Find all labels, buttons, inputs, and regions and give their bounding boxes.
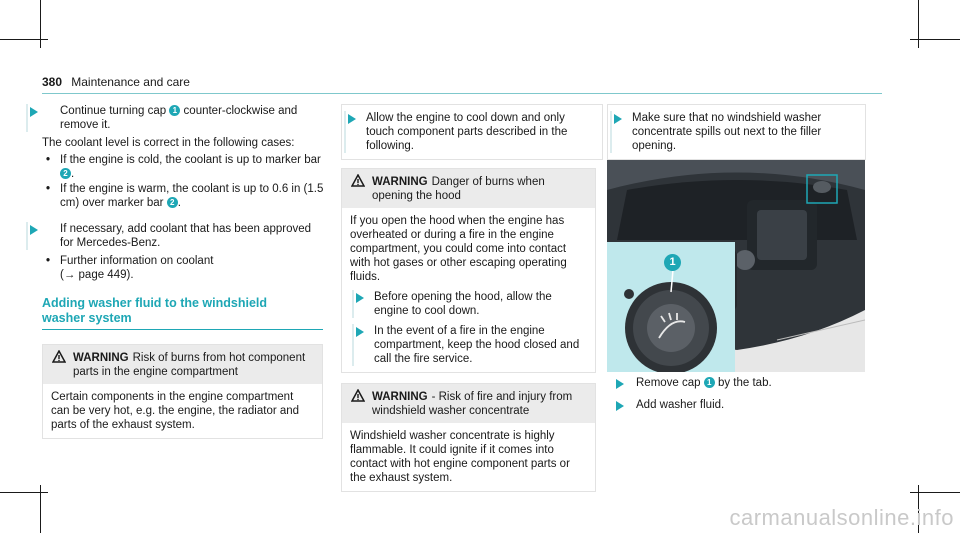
instruction-step: In the event of a fire in the engine compartment, keep the hood closed and call the fire service.	[350, 324, 587, 366]
column-1	[0, 104, 325, 439]
crop-mark	[918, 0, 919, 48]
callout-badge: 1	[704, 377, 715, 388]
section-title: Adding washer fluid to the windshield washer system	[42, 296, 267, 325]
callout-badge: 1	[664, 254, 681, 271]
column-3	[580, 104, 880, 160]
warning-triangle-icon	[351, 389, 365, 406]
section-rule	[42, 329, 323, 330]
crop-mark	[40, 0, 41, 48]
instruction-step: Allow the engine to cool down and only touch component parts described in the following.	[341, 104, 603, 160]
play-triangle-icon	[616, 379, 624, 389]
callout-badge: 1	[169, 105, 180, 116]
warning-heading: - Risk of fire and injury from windshield washer concentrate	[372, 391, 573, 417]
warning-triangle-icon	[351, 174, 365, 191]
washer-cap-inset	[607, 242, 735, 372]
column-3-lower	[580, 376, 880, 416]
crop-mark	[0, 492, 48, 493]
list-item: • If the engine is warm, the coolant is up to 0.6 in (1.5 cm) over marker bar 2 .	[46, 183, 324, 209]
warning-body: If you open the hood when the engine has overheated or during a fire in the engine compartment, you could come into contact with hot gases or other escaping operating fluids.	[350, 215, 567, 283]
warning-box	[42, 344, 323, 439]
warning-header	[342, 169, 595, 208]
page-number: 380	[42, 75, 63, 89]
header-rule	[42, 93, 882, 94]
crop-mark	[910, 39, 960, 40]
chapter-title: Maintenance and care	[71, 75, 190, 89]
play-triangle-icon	[30, 107, 38, 117]
play-triangle-icon	[614, 114, 622, 124]
callout-badge: 2	[167, 197, 178, 208]
play-triangle-icon	[616, 401, 624, 411]
warning-heading: Danger of burns when opening the hood	[372, 176, 545, 202]
list-item: • If the engine is cold, the coolant is up to marker bar 2 .	[46, 154, 321, 180]
warning-label: WARNING	[372, 176, 428, 188]
body-paragraph: The coolant level is correct in the following cases:	[42, 137, 295, 149]
warning-header	[43, 345, 322, 384]
instruction-step: Continue turning cap 1 counter-clockwise and remove it.	[0, 104, 325, 132]
warning-body: Windshield washer concentrate is highly flammable. It could ignite if it comes into contact with hot engine component parts or the exhaust system.	[350, 430, 570, 484]
play-triangle-icon	[348, 114, 356, 124]
instruction-step: Make sure that no windshield washer concentrate spills out next to the filler opening.	[607, 104, 866, 160]
warning-heading: Risk of burns from hot component parts in the engine compartment	[73, 352, 306, 378]
warning-box	[341, 168, 596, 373]
warning-triangle-icon	[52, 350, 66, 367]
warning-label: WARNING	[73, 352, 129, 364]
warning-body: Certain components in the engine compartment can be very hot, e.g. the engine, the radiator and parts of the exhaust system.	[51, 391, 300, 431]
callout-badge: 2	[60, 168, 71, 179]
warning-box	[341, 383, 596, 492]
crop-mark	[0, 39, 48, 40]
crop-mark	[910, 492, 960, 493]
play-triangle-icon	[30, 225, 38, 235]
page-reference-link[interactable]: (→ page 449).	[60, 269, 134, 281]
play-triangle-icon	[356, 293, 364, 303]
page-header	[42, 75, 882, 93]
instruction-step: Before opening the hood, allow the engine to cool down.	[350, 290, 587, 318]
watermark: carmanualsonline.info	[729, 505, 954, 530]
instruction-step: Remove cap 1 by the tab.	[580, 376, 880, 390]
instruction-step: Add washer fluid.	[580, 398, 880, 412]
play-triangle-icon	[356, 327, 364, 337]
list-item: • Further information on coolant (→ page 449).	[46, 255, 214, 281]
warning-label: WARNING	[372, 391, 428, 403]
instruction-step: If necessary, add coolant that has been approved for Mercedes-Benz.	[0, 222, 325, 250]
column-2	[313, 104, 598, 492]
warning-header	[342, 384, 595, 423]
